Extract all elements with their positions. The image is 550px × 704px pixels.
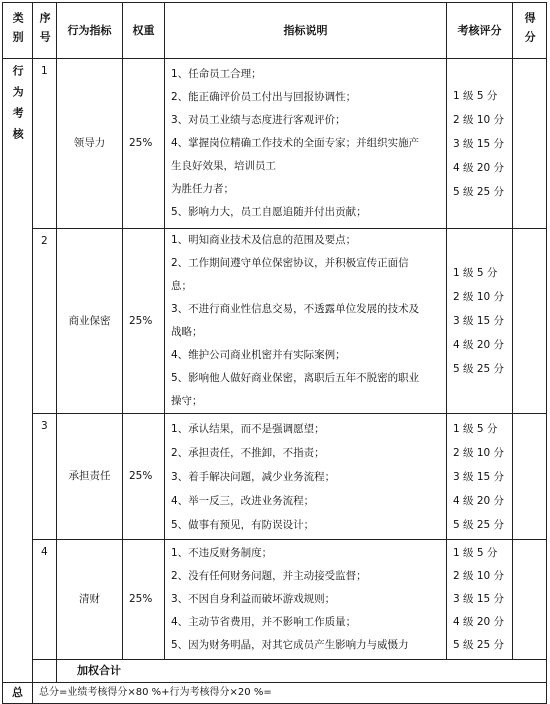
desc-line: 3、对员工业绩与态度进行客观评价；	[171, 114, 346, 126]
level-line: 1 级 5 分	[453, 547, 498, 559]
total-index-blank	[33, 660, 57, 683]
desc-line: 2、能正确评价员工付出与回报协调性；	[171, 91, 357, 103]
desc-line: 5、做事有预见，有防误设计；	[171, 518, 315, 531]
level-line: 4 级 20 分	[453, 161, 505, 174]
row-description	[165, 414, 447, 540]
level-line: 5 级 25 分	[453, 363, 505, 375]
desc-line: 4、主动节省费用，并不影响工作质量；	[171, 616, 357, 628]
desc-line: 2、承担责任，不推卸，不指责；	[171, 446, 325, 459]
header-indicator: 行为指标	[57, 3, 123, 59]
row-score-cell[interactable]	[513, 414, 547, 540]
row-indicator: 清财	[57, 540, 123, 660]
level-line: 2 级 10 分	[453, 113, 505, 126]
row-score-cell[interactable]	[513, 59, 547, 229]
level-line: 5 级 25 分	[453, 185, 505, 198]
level-line: 3 级 15 分	[453, 137, 505, 150]
level-line: 1 级 5 分	[453, 89, 498, 102]
row-levels	[447, 229, 513, 414]
row-score-cell[interactable]	[513, 229, 547, 414]
table-row	[3, 414, 547, 540]
row-index: 4	[33, 540, 57, 660]
row-index: 3	[33, 414, 57, 540]
row-description	[165, 59, 447, 229]
table-row	[3, 229, 547, 414]
level-line: 5 级 25 分	[453, 518, 505, 531]
row-description	[165, 229, 447, 414]
desc-line: 3、不因自身利益而破坏游戏规则；	[171, 593, 336, 605]
row-levels	[447, 59, 513, 229]
desc-line: 1、明知商业技术及信息的范围及要点；	[171, 234, 357, 246]
desc-line: 4、维护公司商业机密并有实际案例；	[171, 349, 346, 361]
category-cell: 行为考核	[3, 59, 33, 683]
evaluation-table	[2, 2, 547, 704]
header-description: 指标说明	[165, 3, 447, 59]
level-line: 3 级 15 分	[453, 470, 505, 483]
desc-line: 5、因为财务明晶，对其它成员产生影响力与威慑力	[171, 639, 409, 651]
desc-line: 为胜任力者；	[171, 183, 234, 195]
row-weight: 25%	[123, 540, 165, 660]
total-formula-row	[3, 683, 547, 704]
total-label: 总	[3, 683, 33, 704]
header-row	[3, 3, 547, 59]
desc-line: 4、举一反三，改进业务流程；	[171, 494, 315, 507]
level-line: 4 级 20 分	[453, 339, 505, 351]
row-index: 2	[33, 229, 57, 414]
desc-line: 1、任命员工合理；	[171, 68, 262, 80]
table-row	[3, 540, 547, 660]
desc-line: 生良好效果，培训员工	[171, 160, 276, 172]
table-row	[3, 59, 547, 229]
header-result: 得分	[513, 3, 547, 59]
header-category: 类别	[3, 3, 33, 59]
header-weight: 权重	[123, 3, 165, 59]
level-line: 2 级 10 分	[453, 291, 505, 303]
header-score: 考核评分	[447, 3, 513, 59]
desc-line: 2、工作期间遵守单位保密协议，并积极宣传正面信	[171, 257, 409, 269]
desc-line: 4、掌握岗位精确工作技术的全面专家；并组织实施产	[171, 137, 420, 149]
desc-line: 2、没有任何财务问题，并主动接受监督；	[171, 570, 367, 582]
row-description	[165, 540, 447, 660]
desc-line: 5、影响力大，员工自愿追随并付出贡献；	[171, 206, 367, 218]
row-indicator: 承担责任	[57, 414, 123, 540]
desc-line: 3、着手解决问题，减少业务流程；	[171, 470, 336, 483]
row-indicator: 领导力	[57, 59, 123, 229]
level-line: 5 级 25 分	[453, 639, 505, 651]
header-index: 序号	[33, 3, 57, 59]
level-line: 4 级 20 分	[453, 494, 505, 507]
desc-line: 5、影响他人做好商业保密，离职后五年不脱密的职业	[171, 372, 420, 384]
desc-line: 战略；	[171, 326, 203, 338]
row-weight: 25%	[123, 414, 165, 540]
row-indicator: 商业保密	[57, 229, 123, 414]
desc-line: 息；	[171, 280, 192, 292]
row-levels	[447, 414, 513, 540]
desc-line: 1、承认结果，而不是强调愿望；	[171, 422, 325, 435]
desc-line: 操守；	[171, 395, 203, 407]
level-line: 1 级 5 分	[453, 267, 498, 279]
level-line: 3 级 15 分	[453, 593, 505, 605]
desc-line: 3、不进行商业性信息交易，不透露单位发展的技术及	[171, 303, 420, 315]
row-index: 1	[33, 59, 57, 229]
row-levels	[447, 540, 513, 660]
row-weight: 25%	[123, 59, 165, 229]
level-line: 4 级 20 分	[453, 616, 505, 628]
level-line: 2 级 10 分	[453, 446, 505, 459]
total-formula: 总分=业绩考核得分×80 %+行为考核得分×20 %=	[33, 683, 547, 704]
row-weight: 25%	[123, 229, 165, 414]
level-line: 3 级 15 分	[453, 315, 505, 327]
level-line: 2 级 10 分	[453, 570, 505, 582]
row-score-cell[interactable]	[513, 540, 547, 660]
weighted-total-row	[3, 660, 547, 683]
desc-line: 1、不违反财务制度；	[171, 547, 273, 559]
level-line: 1 级 5 分	[453, 422, 498, 435]
weighted-total-label: 加权合计	[57, 660, 547, 683]
